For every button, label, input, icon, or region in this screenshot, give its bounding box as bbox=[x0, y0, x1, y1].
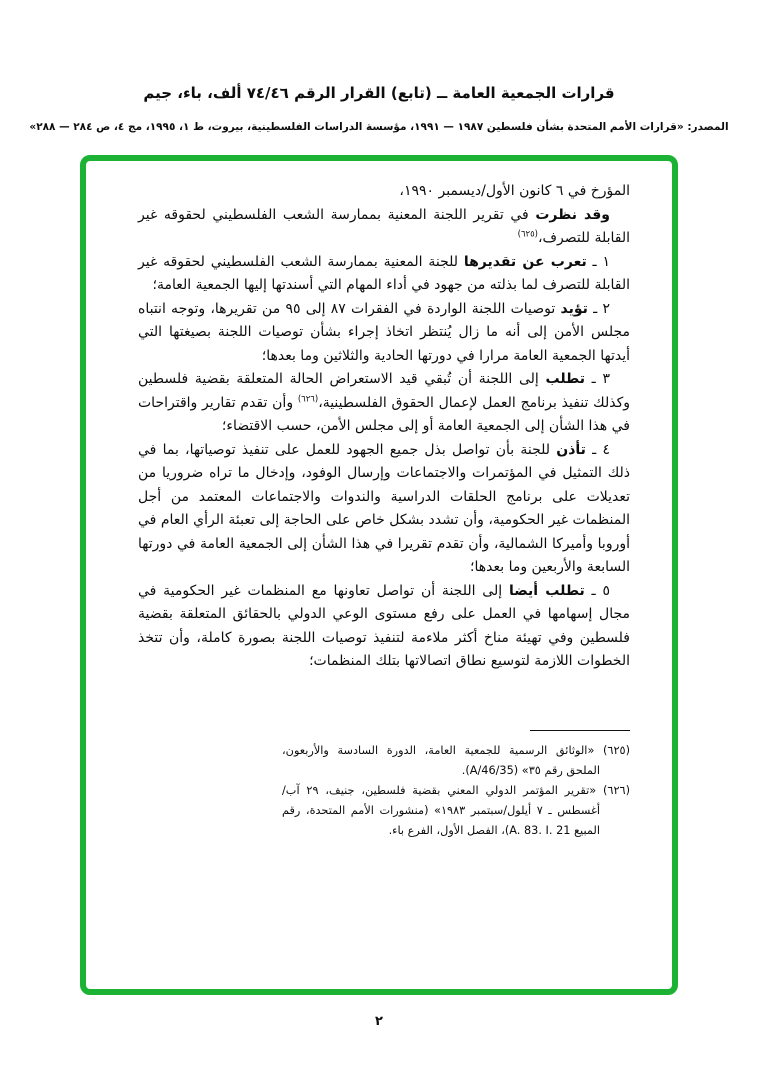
footnotes-section bbox=[282, 741, 630, 841]
footnote: (٦٢٥) «الوثائق الرسمية للجمعية العامة، الدورة السادسة والأربعون، الملحق رقم ٣٥» (A/46/35). bbox=[282, 743, 630, 777]
body-paragraph: ٣ ـ تطلب إلى اللجنة أن تُبقي قيد الاستعراض الحالة المتعلقة بقضية فلسطين وكذلك تنفيذ برنامج العمل لإعمال الحقوق الفلسطينية،$^{(٦٢٦)}$ وأن تقدم تقارير واقتراحات في هذا الشأن إلى الجمعية العامة أو إلى مجلس الأمن، حسب الاقتضاء؛ bbox=[138, 371, 630, 434]
body-paragraph: ٥ ـ تطلب أيضا إلى اللجنة أن تواصل تعاونها مع المنظمات غير الحكومية في مجال إسهامها في العمل على رفع مستوى الوعي الدولي بالحقائق المتعلقة بقضية فلسطين وفي تهيئة مناخ أكثر ملاءمة لتنفيذ توصيات اللجنة بصورة كاملة، وأن تتخذ الخطوات اللازمة لتوسيع نطاق اتصالاتها بتلك المنظمات؛ bbox=[138, 582, 630, 669]
footnote-ref: (٦٢٦) bbox=[297, 393, 319, 404]
body-paragraph: ٢ ـ تؤيد توصيات اللجنة الواردة في الفقرات ٨٧ إلى ٩٥ من تقريرها، وتوجه انتباه مجلس الأمن إلى أنه ما زال يُنتظر اتخاذ إجراء بشأن توصيات اللجنة بصيغتها التي أيدتها الجمعية العامة مرارا في دورتها الحادية والثلاثين وما بعدها؛ bbox=[138, 300, 630, 364]
footnote-divider bbox=[530, 730, 630, 731]
body-paragraph: ٤ ـ تأذن للجنة بأن تواصل بذل جميع الجهود للعمل على تنفيذ توصياتها، بما في ذلك التمثيل في المؤتمرات والاجتماعات وإرسال الوفود، وإدخال ما تراه ضروريا من تعديلات على برنامج الحلقات الدراسية والندوات والاجتماعات المعتمد من أجل المنظمات غير الحكومية، وأن تشدد بشكل خاص على الحاجة إلى تعبئة الرأي العام في أوروبا وأميركا الشمالية، وأن تقدم تقريرا في هذا الشأن إلى الجمعية العامة في دورتها السابعة والأربعين وما بعدها؛ bbox=[138, 441, 630, 575]
body-paragraph: المؤرخ في ٦ كانون الأول/ديسمبر ١٩٩٠، bbox=[399, 183, 630, 199]
body-paragraph: وقد نظرت في تقرير اللجنة المعنية بممارسة الشعب الفلسطيني لحقوقه غير القابلة للتصرف،$^{(٦٢٥)}$ bbox=[138, 206, 630, 246]
resolution-body bbox=[138, 180, 630, 674]
body-paragraph: ١ ـ تعرب عن تقديرها للجنة المعنية بممارسة الشعب الفلسطيني لحقوقه غير القابلة للتصرف لما بذلته من جهود في أداء المهام التي أسندتها إليها الجمعية العامة؛ bbox=[138, 253, 630, 293]
resolution-frame bbox=[80, 155, 678, 995]
footnote: (٦٢٦) «تقرير المؤتمر الدولي المعني بقضية فلسطين، جنيف، ٢٩ آب/أغسطس ـ ٧ أيلول/سبتمبر ١٩٨٣» (منشورات الأمم المتحدة، رقم المبيع A. 83. I. 21)، الفصل الأول، الفرع باء. bbox=[282, 783, 631, 837]
page-number: ٢ bbox=[375, 1014, 383, 1029]
footnote-ref: (٦٢٥) bbox=[517, 229, 538, 240]
source-citation: المصدر: «قرارات الأمم المتحدة بشأن فلسطين ١٩٨٧ — ١٩٩١، مؤسسة الدراسات الفلسطينية، بيروت، ط ١، ١٩٩٥، مج ٤، ص ٢٨٤ — ٢٨٨» bbox=[29, 121, 729, 133]
page-title: قرارات الجمعية العامة ــ (تابع) القرار الرقم ٧٤/٤٦ ألف، باء، جيم bbox=[143, 84, 615, 102]
